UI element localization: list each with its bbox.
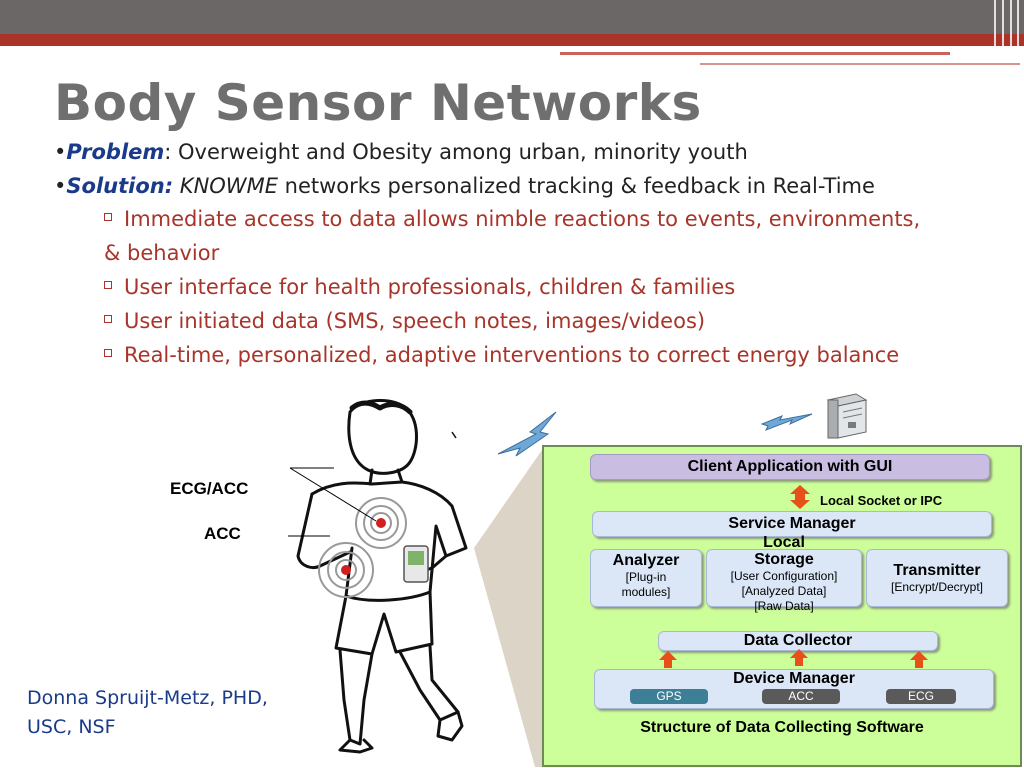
server-icon (828, 394, 866, 438)
local-storage-title: Storage (754, 551, 814, 568)
leader-line (290, 468, 376, 521)
author-credit (27, 684, 268, 742)
bullet-solution: •Solution: KNOWME networks personalized tracking & feedback in Real-Time (54, 174, 875, 198)
slide-title: Body Sensor Networks (54, 74, 702, 132)
ecg-sensor-dot (376, 518, 386, 528)
bullet-keyword: Problem (66, 140, 165, 164)
runner-figure (298, 400, 466, 752)
acc-sensor-tag: ACC (762, 689, 840, 704)
ecg-sensor-tag: ECG (886, 689, 956, 704)
transmitter-detail: [Encrypt/Decrypt] (890, 580, 984, 594)
bullet-italic: KNOWME (179, 174, 278, 198)
analyzer-box (590, 549, 702, 607)
bullet-text: networks personalized tracking & feedback in Real-Time (277, 174, 875, 198)
sub-bullet-text: User initiated data (SMS, speech notes, images/videos) (124, 309, 706, 333)
transmitter-box (866, 549, 1008, 607)
acc-sensor-dot (341, 565, 351, 575)
local-storage-title: Local (763, 534, 805, 551)
sub-bullet-text: User interface for health professionals, children & families (124, 275, 736, 299)
local-storage-detail: [User Configuration] (730, 569, 838, 583)
up-arrow-stem (915, 660, 923, 668)
local-socket-label: Local Socket or IPC (820, 493, 943, 508)
up-arrow-stem (664, 660, 672, 668)
ecg-acc-label: ECG/ACC (170, 479, 249, 498)
sub-bullet-continued: & behavior (104, 241, 220, 265)
bidirectional-arrow-icon (788, 485, 812, 511)
up-arrow-icon (910, 651, 928, 660)
transmitter-title: Transmitter (893, 562, 981, 579)
local-storage-detail: [Analyzed Data] (741, 584, 827, 598)
device-manager-title: Device Manager (733, 670, 855, 687)
sub-bullet-text: Real-time, personalized, adaptive interventions to correct energy balance (124, 343, 900, 367)
bullet-text: : Overweight and Obesity among urban, minority youth (164, 140, 748, 164)
wireless-bolt-icon (762, 414, 812, 430)
author-name: Donna Spruijt-Metz, PHD, (27, 687, 268, 709)
gps-sensor-tag: GPS (630, 689, 708, 704)
up-arrow-stem (795, 658, 803, 666)
architecture-caption: Structure of Data Collecting Software (640, 719, 924, 736)
data-collector-box: Data Collector (658, 631, 938, 651)
bullet-problem: •Problem: Overweight and Obesity among urban, minority youth (54, 140, 748, 164)
architecture-panel (542, 445, 1022, 767)
bullet-keyword: Solution: (66, 174, 174, 198)
phone-screen (408, 551, 424, 565)
zoom-wedge (474, 450, 542, 767)
local-storage-detail: [Raw Data] (754, 599, 814, 613)
tick-mark (452, 432, 456, 438)
analyzer-title: Analyzer (612, 552, 680, 569)
up-arrow-icon (659, 651, 677, 660)
service-manager-box: Service Manager (592, 511, 992, 537)
acc-label: ACC (204, 524, 241, 543)
client-application-box: Client Application with GUI (590, 454, 990, 480)
author-affiliation: USC, NSF (27, 716, 116, 738)
sub-bullet-text: Immediate access to data allows nimble reactions to events, environments, (124, 207, 921, 231)
analyzer-detail: [Plug-in (625, 570, 667, 584)
analyzer-detail: modules] (621, 585, 671, 599)
up-arrow-icon (790, 649, 808, 658)
local-storage-box (706, 534, 862, 613)
